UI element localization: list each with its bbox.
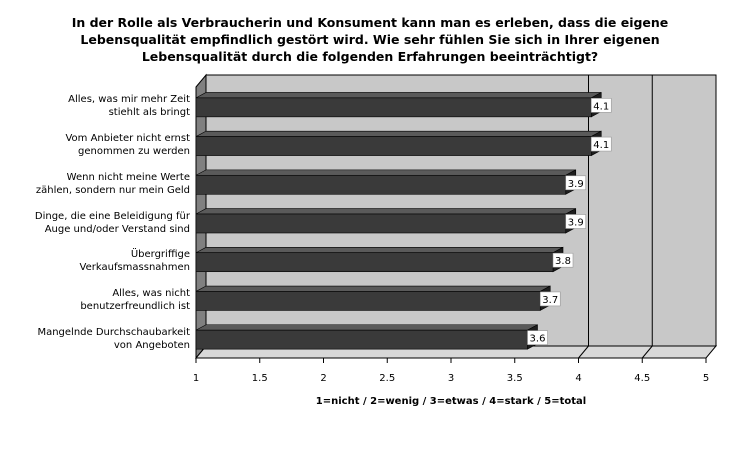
chart-title-line: Lebensqualität durch die folgenden Erfahrungen beeinträchtigt?: [141, 49, 599, 64]
x-axis-label: 1=nicht / 2=wenig / 3=etwas / 4=stark / 5=total: [315, 396, 587, 407]
data-label: 4.1: [593, 140, 610, 152]
category-label: [0, 210, 190, 236]
category-label-line: Alles, was mir mehr Zeit: [68, 94, 190, 106]
bar: [196, 253, 553, 272]
bar-top: [196, 92, 601, 97]
category-label-line: genommen zu werden: [78, 146, 190, 158]
data-label: 3.6: [529, 333, 546, 345]
bar: [196, 214, 566, 233]
bar: [196, 137, 591, 156]
x-tick-label: 4: [575, 373, 582, 384]
category-label-line: von Angeboten: [113, 339, 190, 351]
category-label-line: Auge und/oder Verstand sind: [44, 223, 190, 235]
chart-title-line: In der Rolle als Verbraucherin und Konsument kann man es erleben, dass die eigene: [71, 15, 669, 30]
data-label: 4.1: [593, 101, 610, 113]
category-label-line: Alles, was nicht: [112, 287, 190, 299]
x-tick-label: 3.5: [506, 373, 523, 384]
category-label-line: stiehlt als bringt: [108, 107, 190, 119]
bar: [196, 175, 566, 194]
bar-top: [196, 170, 576, 175]
category-label: [0, 326, 190, 352]
data-label: 3.9: [567, 178, 584, 190]
category-label-line: Mangelnde Durchschaubarkeit: [37, 326, 190, 338]
data-label: 3.8: [555, 256, 571, 268]
category-label-line: Vom Anbieter nicht ernst: [65, 133, 190, 145]
bar: [196, 330, 528, 349]
x-tick-label: 2.5: [379, 373, 396, 384]
x-tick-label: 4.5: [634, 373, 651, 384]
category-label: [0, 93, 190, 119]
category-label-line: Übergriffige: [130, 249, 190, 261]
category-label: [0, 287, 190, 313]
x-tick-label: 3: [447, 373, 455, 384]
bar-top: [196, 247, 563, 252]
x-tick-label: 5: [702, 373, 710, 384]
x-tick-label: 1.5: [251, 373, 268, 384]
data-label: 3.7: [542, 294, 559, 306]
bar-top: [196, 325, 538, 330]
category-label-line: Wenn nicht meine Werte: [66, 171, 190, 183]
bar-top: [196, 209, 576, 214]
category-label-line: Verkaufsmassnahmen: [79, 262, 190, 274]
bar-top: [196, 131, 601, 136]
bar-top: [196, 286, 550, 291]
category-label-line: benutzerfreundlich ist: [80, 300, 190, 312]
chart-title-line: Lebensqualität empfindlich gestört wird. Wie sehr fühlen Sie sich in Ihrer eigenen: [80, 32, 660, 47]
category-label-line: zählen, sondern nur mein Geld: [35, 184, 190, 196]
category-label-line: Dinge, die eine Beleidigung für: [34, 210, 190, 222]
bar: [196, 291, 540, 310]
x-tick-label: 2: [320, 373, 327, 384]
bar: [196, 98, 591, 117]
category-label: [0, 248, 190, 274]
data-label: 3.9: [567, 217, 584, 229]
category-label: [0, 171, 190, 197]
x-tick-label: 1: [192, 373, 200, 384]
category-label: [0, 132, 190, 158]
